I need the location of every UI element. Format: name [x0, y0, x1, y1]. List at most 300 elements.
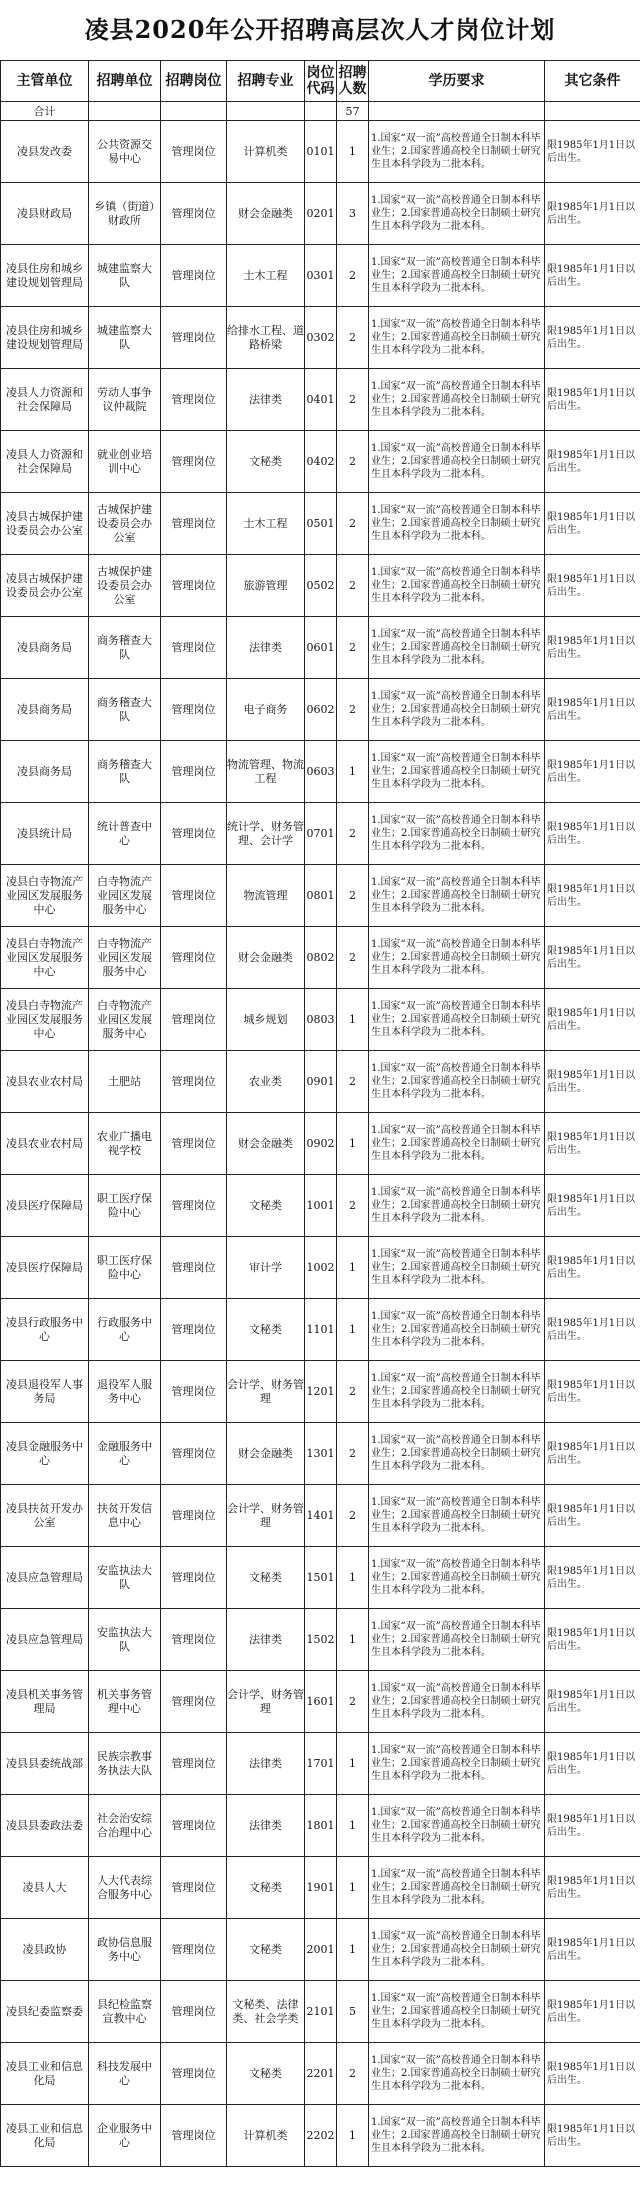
cell-post: 管理岗位 [161, 369, 227, 431]
cell-dept: 凌县医疗保障局 [1, 1237, 89, 1299]
cell-unit: 商务稽查大队 [89, 679, 161, 741]
cell-dept: 凌县住房和城乡建设规划管理局 [1, 245, 89, 307]
cell-count: 2 [337, 245, 369, 307]
cell-code: 1001 [305, 1175, 337, 1237]
cell-requirement: 1.国家“双一流”高校普通全日制本科毕业生；2.国家普通高校全日制硕士研究生且本科学段为二批本科。 [369, 989, 545, 1051]
cell-requirement: 1.国家“双一流”高校普通全日制本科毕业生；2.国家普通高校全日制硕士研究生且本科学段为二批本科。 [369, 1113, 545, 1175]
cell-major: 物流管理 [227, 865, 305, 927]
cell-requirement: 1.国家“双一流”高校普通全日制本科毕业生；2.国家普通高校全日制硕士研究生且本科学段为二批本科。 [369, 1981, 545, 2043]
header-requirement: 学历要求 [369, 61, 545, 102]
cell-requirement: 1.国家“双一流”高校普通全日制本科毕业生；2.国家普通高校全日制硕士研究生且本科学段为二批本科。 [369, 183, 545, 245]
cell-dept: 凌县行政服务中心 [1, 1299, 89, 1361]
cell-requirement: 1.国家“双一流”高校普通全日制本科毕业生；2.国家普通高校全日制硕士研究生且本科学段为二批本科。 [369, 927, 545, 989]
table-row [1, 369, 640, 431]
cell-major: 审计学 [227, 1237, 305, 1299]
table-row [1, 1795, 640, 1857]
summary-label: 合计 [1, 102, 89, 121]
cell-code: 0501 [305, 493, 337, 555]
cell-requirement: 1.国家“双一流”高校普通全日制本科毕业生；2.国家普通高校全日制硕士研究生且本科学段为二批本科。 [369, 369, 545, 431]
cell-code: 2202 [305, 2105, 337, 2167]
cell-unit: 金融服务中心 [89, 1423, 161, 1485]
cell-major: 会计学、财务管理 [227, 1671, 305, 1733]
cell-post: 管理岗位 [161, 1609, 227, 1671]
cell-code: 0901 [305, 1051, 337, 1113]
cell-unit: 民族宗教事务执法大队 [89, 1733, 161, 1795]
cell-requirement: 1.国家“双一流”高校普通全日制本科毕业生；2.国家普通高校全日制硕士研究生且本科学段为二批本科。 [369, 741, 545, 803]
cell-post: 管理岗位 [161, 1547, 227, 1609]
cell-major: 物流管理、物流工程 [227, 741, 305, 803]
table-row [1, 927, 640, 989]
cell-major: 文秘类 [227, 1299, 305, 1361]
cell-unit: 古城保护建设委员会办公室 [89, 555, 161, 617]
cell-unit: 劳动人事争议仲裁院 [89, 369, 161, 431]
cell-other: 限1985年1月1日以后出生。 [545, 245, 640, 307]
cell-major: 文秘类 [227, 1919, 305, 1981]
cell-other: 限1985年1月1日以后出生。 [545, 2105, 640, 2167]
cell-dept: 凌县古城保护建设委员会办公室 [1, 493, 89, 555]
cell-code: 0803 [305, 989, 337, 1051]
cell-other: 限1985年1月1日以后出生。 [545, 1981, 640, 2043]
cell-code: 1801 [305, 1795, 337, 1857]
cell-post: 管理岗位 [161, 431, 227, 493]
cell-count: 1 [337, 741, 369, 803]
cell-post: 管理岗位 [161, 2043, 227, 2105]
cell-dept: 凌县县委政法委 [1, 1795, 89, 1857]
cell-other: 限1985年1月1日以后出生。 [545, 369, 640, 431]
cell-requirement: 1.国家“双一流”高校普通全日制本科毕业生；2.国家普通高校全日制硕士研究生且本科学段为二批本科。 [369, 1857, 545, 1919]
cell-requirement: 1.国家“双一流”高校普通全日制本科毕业生；2.国家普通高校全日制硕士研究生且本科学段为二批本科。 [369, 121, 545, 183]
table-row [1, 555, 640, 617]
cell-post: 管理岗位 [161, 741, 227, 803]
cell-post: 管理岗位 [161, 555, 227, 617]
cell-dept: 凌县统计局 [1, 803, 89, 865]
cell-post: 管理岗位 [161, 1733, 227, 1795]
table-row [1, 989, 640, 1051]
cell-count: 2 [337, 865, 369, 927]
cell-major: 文秘类 [227, 1547, 305, 1609]
cell-other: 限1985年1月1日以后出生。 [545, 1733, 640, 1795]
header-other: 其它条件 [545, 61, 640, 102]
cell-unit: 人大代表综合服务中心 [89, 1857, 161, 1919]
cell-unit: 白寺物流产业园区发展服务中心 [89, 989, 161, 1051]
cell-other: 限1985年1月1日以后出生。 [545, 1175, 640, 1237]
cell-post: 管理岗位 [161, 1299, 227, 1361]
cell-dept: 凌县农业农村局 [1, 1051, 89, 1113]
cell-major: 文秘类 [227, 2043, 305, 2105]
cell-other: 限1985年1月1日以后出生。 [545, 121, 640, 183]
cell-count: 2 [337, 617, 369, 679]
cell-count: 2 [337, 1175, 369, 1237]
cell-count: 2 [337, 369, 369, 431]
cell-unit: 白寺物流产业园区发展服务中心 [89, 865, 161, 927]
cell-dept: 凌县纪委监察委 [1, 1981, 89, 2043]
header-major: 招聘专业 [227, 61, 305, 102]
table-row [1, 1981, 640, 2043]
table-row [1, 2043, 640, 2105]
cell-requirement: 1.国家“双一流”高校普通全日制本科毕业生；2.国家普通高校全日制硕士研究生且本科学段为二批本科。 [369, 865, 545, 927]
cell-post: 管理岗位 [161, 1237, 227, 1299]
summary-empty [369, 102, 545, 121]
cell-other: 限1985年1月1日以后出生。 [545, 1051, 640, 1113]
table-row [1, 431, 640, 493]
cell-dept: 凌县应急管理局 [1, 1547, 89, 1609]
cell-other: 限1985年1月1日以后出生。 [545, 307, 640, 369]
cell-other: 限1985年1月1日以后出生。 [545, 1609, 640, 1671]
cell-requirement: 1.国家“双一流”高校普通全日制本科毕业生；2.国家普通高校全日制硕士研究生且本科学段为二批本科。 [369, 803, 545, 865]
cell-other: 限1985年1月1日以后出生。 [545, 183, 640, 245]
cell-dept: 凌县人力资源和社会保障局 [1, 369, 89, 431]
cell-count: 1 [337, 989, 369, 1051]
cell-count: 2 [337, 679, 369, 741]
cell-major: 法律类 [227, 1609, 305, 1671]
cell-major: 法律类 [227, 369, 305, 431]
cell-unit: 农业广播电视学校 [89, 1113, 161, 1175]
cell-major: 会计学、财务管理 [227, 1361, 305, 1423]
cell-requirement: 1.国家“双一流”高校普通全日制本科毕业生；2.国家普通高校全日制硕士研究生且本科学段为二批本科。 [369, 1175, 545, 1237]
cell-code: 0301 [305, 245, 337, 307]
cell-other: 限1985年1月1日以后出生。 [545, 1113, 640, 1175]
cell-count: 2 [337, 803, 369, 865]
cell-requirement: 1.国家“双一流”高校普通全日制本科毕业生；2.国家普通高校全日制硕士研究生且本科学段为二批本科。 [369, 1795, 545, 1857]
cell-code: 1201 [305, 1361, 337, 1423]
cell-requirement: 1.国家“双一流”高校普通全日制本科毕业生；2.国家普通高校全日制硕士研究生且本科学段为二批本科。 [369, 1237, 545, 1299]
cell-code: 0602 [305, 679, 337, 741]
cell-dept: 凌县白寺物流产业园区发展服务中心 [1, 989, 89, 1051]
cell-count: 2 [337, 2043, 369, 2105]
cell-other: 限1985年1月1日以后出生。 [545, 1237, 640, 1299]
cell-code: 1701 [305, 1733, 337, 1795]
cell-unit: 安监执法大队 [89, 1547, 161, 1609]
cell-unit: 土肥站 [89, 1051, 161, 1113]
cell-dept: 凌县工业和信息化局 [1, 2043, 89, 2105]
cell-count: 3 [337, 183, 369, 245]
cell-code: 0502 [305, 555, 337, 617]
cell-dept: 凌县商务局 [1, 617, 89, 679]
cell-code: 0101 [305, 121, 337, 183]
cell-major: 文秘类 [227, 431, 305, 493]
cell-code: 2101 [305, 1981, 337, 2043]
cell-major: 计算机类 [227, 121, 305, 183]
table-row [1, 1609, 640, 1671]
summary-row [1, 102, 640, 121]
cell-code: 0201 [305, 183, 337, 245]
cell-dept: 凌县财政局 [1, 183, 89, 245]
cell-unit: 科技发展中心 [89, 2043, 161, 2105]
table-row [1, 1733, 640, 1795]
cell-count: 2 [337, 431, 369, 493]
table-row [1, 679, 640, 741]
cell-code: 1301 [305, 1423, 337, 1485]
cell-requirement: 1.国家“双一流”高校普通全日制本科毕业生；2.国家普通高校全日制硕士研究生且本科学段为二批本科。 [369, 245, 545, 307]
cell-dept: 凌县商务局 [1, 679, 89, 741]
cell-dept: 凌县工业和信息化局 [1, 2105, 89, 2167]
cell-count: 2 [337, 927, 369, 989]
cell-other: 限1985年1月1日以后出生。 [545, 1361, 640, 1423]
cell-count: 1 [337, 2105, 369, 2167]
cell-major: 给排水工程、道路桥梁 [227, 307, 305, 369]
cell-post: 管理岗位 [161, 1361, 227, 1423]
cell-count: 5 [337, 1981, 369, 2043]
cell-dept: 凌县退役军人事务局 [1, 1361, 89, 1423]
cell-count: 1 [337, 1237, 369, 1299]
table-row [1, 741, 640, 803]
page-title: 凌县2020年公开招聘高层次人才岗位计划 [84, 15, 556, 44]
table-row [1, 493, 640, 555]
cell-major: 文秘类、法律类、社会学类 [227, 1981, 305, 2043]
cell-dept: 凌县政协 [1, 1919, 89, 1981]
cell-requirement: 1.国家“双一流”高校普通全日制本科毕业生；2.国家普通高校全日制硕士研究生且本科学段为二批本科。 [369, 1733, 545, 1795]
cell-post: 管理岗位 [161, 1795, 227, 1857]
cell-other: 限1985年1月1日以后出生。 [545, 679, 640, 741]
cell-unit: 扶贫开发信息中心 [89, 1485, 161, 1547]
cell-major: 法律类 [227, 1795, 305, 1857]
cell-post: 管理岗位 [161, 1423, 227, 1485]
table-row [1, 1175, 640, 1237]
summary-empty [89, 102, 161, 121]
header-unit: 招聘单位 [89, 61, 161, 102]
cell-count: 1 [337, 1547, 369, 1609]
cell-unit: 职工医疗保险中心 [89, 1237, 161, 1299]
cell-requirement: 1.国家“双一流”高校普通全日制本科毕业生；2.国家普通高校全日制硕士研究生且本科学段为二批本科。 [369, 1423, 545, 1485]
cell-post: 管理岗位 [161, 307, 227, 369]
cell-major: 农业类 [227, 1051, 305, 1113]
cell-count: 1 [337, 1299, 369, 1361]
cell-requirement: 1.国家“双一流”高校普通全日制本科毕业生；2.国家普通高校全日制硕士研究生且本科学段为二批本科。 [369, 1299, 545, 1361]
table-row [1, 1485, 640, 1547]
summary-empty [545, 102, 640, 121]
cell-unit: 统计普查中心 [89, 803, 161, 865]
cell-code: 0603 [305, 741, 337, 803]
cell-dept: 凌县商务局 [1, 741, 89, 803]
cell-major: 城乡规划 [227, 989, 305, 1051]
cell-major: 法律类 [227, 1733, 305, 1795]
cell-dept: 凌县县委统战部 [1, 1733, 89, 1795]
cell-post: 管理岗位 [161, 1485, 227, 1547]
recruitment-table [0, 60, 640, 2167]
cell-code: 1601 [305, 1671, 337, 1733]
cell-unit: 职工医疗保险中心 [89, 1175, 161, 1237]
cell-code: 2001 [305, 1919, 337, 1981]
cell-major: 法律类 [227, 617, 305, 679]
cell-other: 限1985年1月1日以后出生。 [545, 493, 640, 555]
cell-major: 统计学、财务管理、会计学 [227, 803, 305, 865]
cell-code: 0801 [305, 865, 337, 927]
cell-count: 1 [337, 1919, 369, 1981]
cell-other: 限1985年1月1日以后出生。 [545, 865, 640, 927]
table-row [1, 1671, 640, 1733]
table-row [1, 1547, 640, 1609]
cell-other: 限1985年1月1日以后出生。 [545, 1671, 640, 1733]
cell-post: 管理岗位 [161, 989, 227, 1051]
cell-other: 限1985年1月1日以后出生。 [545, 803, 640, 865]
cell-unit: 城建监察大队 [89, 245, 161, 307]
cell-count: 2 [337, 493, 369, 555]
cell-unit: 政协信息服务中心 [89, 1919, 161, 1981]
table-row [1, 1113, 640, 1175]
cell-unit: 安监执法大队 [89, 1609, 161, 1671]
cell-code: 1502 [305, 1609, 337, 1671]
cell-post: 管理岗位 [161, 1857, 227, 1919]
table-row [1, 1237, 640, 1299]
cell-code: 1401 [305, 1485, 337, 1547]
cell-requirement: 1.国家“双一流”高校普通全日制本科毕业生；2.国家普通高校全日制硕士研究生且本科学段为二批本科。 [369, 1361, 545, 1423]
cell-dept: 凌县发改委 [1, 121, 89, 183]
header-row [1, 61, 640, 102]
cell-code: 0701 [305, 803, 337, 865]
table-row [1, 245, 640, 307]
cell-dept: 凌县金融服务中心 [1, 1423, 89, 1485]
cell-other: 限1985年1月1日以后出生。 [545, 1919, 640, 1981]
table-row [1, 865, 640, 927]
cell-code: 0402 [305, 431, 337, 493]
cell-requirement: 1.国家“双一流”高校普通全日制本科毕业生；2.国家普通高校全日制硕士研究生且本科学段为二批本科。 [369, 2043, 545, 2105]
cell-post: 管理岗位 [161, 493, 227, 555]
cell-other: 限1985年1月1日以后出生。 [545, 1795, 640, 1857]
cell-dept: 凌县农业农村局 [1, 1113, 89, 1175]
cell-code: 2201 [305, 2043, 337, 2105]
cell-other: 限1985年1月1日以后出生。 [545, 2043, 640, 2105]
cell-requirement: 1.国家“双一流”高校普通全日制本科毕业生；2.国家普通高校全日制硕士研究生且本科学段为二批本科。 [369, 555, 545, 617]
cell-code: 1501 [305, 1547, 337, 1609]
cell-dept: 凌县白寺物流产业园区发展服务中心 [1, 927, 89, 989]
cell-code: 0902 [305, 1113, 337, 1175]
cell-unit: 就业创业培训中心 [89, 431, 161, 493]
cell-other: 限1985年1月1日以后出生。 [545, 1423, 640, 1485]
cell-major: 旅游管理 [227, 555, 305, 617]
summary-empty [161, 102, 227, 121]
table-row [1, 183, 640, 245]
cell-unit: 行政服务中心 [89, 1299, 161, 1361]
cell-post: 管理岗位 [161, 865, 227, 927]
cell-unit: 公共资源交易中心 [89, 121, 161, 183]
cell-requirement: 1.国家“双一流”高校普通全日制本科毕业生；2.国家普通高校全日制硕士研究生且本科学段为二批本科。 [369, 1919, 545, 1981]
cell-requirement: 1.国家“双一流”高校普通全日制本科毕业生；2.国家普通高校全日制硕士研究生且本科学段为二批本科。 [369, 307, 545, 369]
cell-other: 限1985年1月1日以后出生。 [545, 555, 640, 617]
cell-unit: 白寺物流产业园区发展服务中心 [89, 927, 161, 989]
header-dept: 主管单位 [1, 61, 89, 102]
cell-major: 土木工程 [227, 245, 305, 307]
cell-unit: 商务稽查大队 [89, 741, 161, 803]
cell-other: 限1985年1月1日以后出生。 [545, 741, 640, 803]
cell-requirement: 1.国家“双一流”高校普通全日制本科毕业生；2.国家普通高校全日制硕士研究生且本科学段为二批本科。 [369, 493, 545, 555]
cell-post: 管理岗位 [161, 927, 227, 989]
cell-other: 限1985年1月1日以后出生。 [545, 1857, 640, 1919]
table-row [1, 803, 640, 865]
cell-requirement: 1.国家“双一流”高校普通全日制本科毕业生；2.国家普通高校全日制硕士研究生且本科学段为二批本科。 [369, 679, 545, 741]
cell-other: 限1985年1月1日以后出生。 [545, 1547, 640, 1609]
header-count: 招聘人数 [337, 61, 369, 102]
cell-major: 土木工程 [227, 493, 305, 555]
cell-requirement: 1.国家“双一流”高校普通全日制本科毕业生；2.国家普通高校全日制硕士研究生且本科学段为二批本科。 [369, 1671, 545, 1733]
cell-count: 1 [337, 121, 369, 183]
cell-dept: 凌县扶贫开发办公室 [1, 1485, 89, 1547]
cell-requirement: 1.国家“双一流”高校普通全日制本科毕业生；2.国家普通高校全日制硕士研究生且本科学段为二批本科。 [369, 617, 545, 679]
header-code: 岗位代码 [305, 61, 337, 102]
cell-post: 管理岗位 [161, 2105, 227, 2167]
cell-other: 限1985年1月1日以后出生。 [545, 927, 640, 989]
cell-unit: 企业服务中心 [89, 2105, 161, 2167]
table-row [1, 1361, 640, 1423]
cell-dept: 凌县白寺物流产业园区发展服务中心 [1, 865, 89, 927]
cell-unit: 古城保护建设委员会办公室 [89, 493, 161, 555]
cell-unit: 机关事务管理中心 [89, 1671, 161, 1733]
summary-empty [227, 102, 305, 121]
cell-other: 限1985年1月1日以后出生。 [545, 989, 640, 1051]
cell-dept: 凌县人力资源和社会保障局 [1, 431, 89, 493]
cell-count: 2 [337, 555, 369, 617]
cell-count: 2 [337, 1423, 369, 1485]
table-row [1, 1423, 640, 1485]
cell-dept: 凌县人大 [1, 1857, 89, 1919]
cell-post: 管理岗位 [161, 1175, 227, 1237]
table-row [1, 1051, 640, 1113]
summary-empty [305, 102, 337, 121]
cell-code: 0401 [305, 369, 337, 431]
cell-count: 2 [337, 1671, 369, 1733]
cell-dept: 凌县住房和城乡建设规划管理局 [1, 307, 89, 369]
cell-unit: 商务稽查大队 [89, 617, 161, 679]
cell-count: 1 [337, 1733, 369, 1795]
cell-requirement: 1.国家“双一流”高校普通全日制本科毕业生；2.国家普通高校全日制硕士研究生且本科学段为二批本科。 [369, 1485, 545, 1547]
cell-major: 财会金融类 [227, 927, 305, 989]
cell-dept: 凌县应急管理局 [1, 1609, 89, 1671]
cell-dept: 凌县医疗保障局 [1, 1175, 89, 1237]
header-post: 招聘岗位 [161, 61, 227, 102]
table-row [1, 121, 640, 183]
cell-code: 1901 [305, 1857, 337, 1919]
cell-count: 2 [337, 307, 369, 369]
cell-major: 财会金融类 [227, 1423, 305, 1485]
cell-unit: 城建监察大队 [89, 307, 161, 369]
summary-total: 57 [337, 102, 369, 121]
cell-post: 管理岗位 [161, 1671, 227, 1733]
cell-other: 限1985年1月1日以后出生。 [545, 1299, 640, 1361]
cell-post: 管理岗位 [161, 1051, 227, 1113]
table-row [1, 307, 640, 369]
cell-count: 2 [337, 1361, 369, 1423]
cell-unit: 社会治安综合治理中心 [89, 1795, 161, 1857]
cell-major: 文秘类 [227, 1857, 305, 1919]
cell-count: 1 [337, 1113, 369, 1175]
cell-code: 0802 [305, 927, 337, 989]
cell-requirement: 1.国家“双一流”高校普通全日制本科毕业生；2.国家普通高校全日制硕士研究生且本科学段为二批本科。 [369, 2105, 545, 2167]
cell-post: 管理岗位 [161, 617, 227, 679]
cell-post: 管理岗位 [161, 803, 227, 865]
table-row [1, 617, 640, 679]
cell-unit: 退役军人服务中心 [89, 1361, 161, 1423]
cell-dept: 凌县古城保护建设委员会办公室 [1, 555, 89, 617]
cell-code: 0302 [305, 307, 337, 369]
cell-major: 文秘类 [227, 1175, 305, 1237]
table-row [1, 1919, 640, 1981]
table-body [1, 121, 640, 2167]
cell-count: 2 [337, 1485, 369, 1547]
cell-post: 管理岗位 [161, 679, 227, 741]
cell-requirement: 1.国家“双一流”高校普通全日制本科毕业生；2.国家普通高校全日制硕士研究生且本科学段为二批本科。 [369, 1051, 545, 1113]
cell-dept: 凌县机关事务管理局 [1, 1671, 89, 1733]
cell-count: 1 [337, 1857, 369, 1919]
cell-count: 2 [337, 1051, 369, 1113]
cell-other: 限1985年1月1日以后出生。 [545, 1485, 640, 1547]
cell-unit: 乡镇（街道）财政所 [89, 183, 161, 245]
cell-other: 限1985年1月1日以后出生。 [545, 431, 640, 493]
cell-major: 计算机类 [227, 2105, 305, 2167]
cell-requirement: 1.国家“双一流”高校普通全日制本科毕业生；2.国家普通高校全日制硕士研究生且本科学段为二批本科。 [369, 1609, 545, 1671]
cell-post: 管理岗位 [161, 1981, 227, 2043]
cell-post: 管理岗位 [161, 1919, 227, 1981]
cell-code: 1002 [305, 1237, 337, 1299]
cell-post: 管理岗位 [161, 121, 227, 183]
